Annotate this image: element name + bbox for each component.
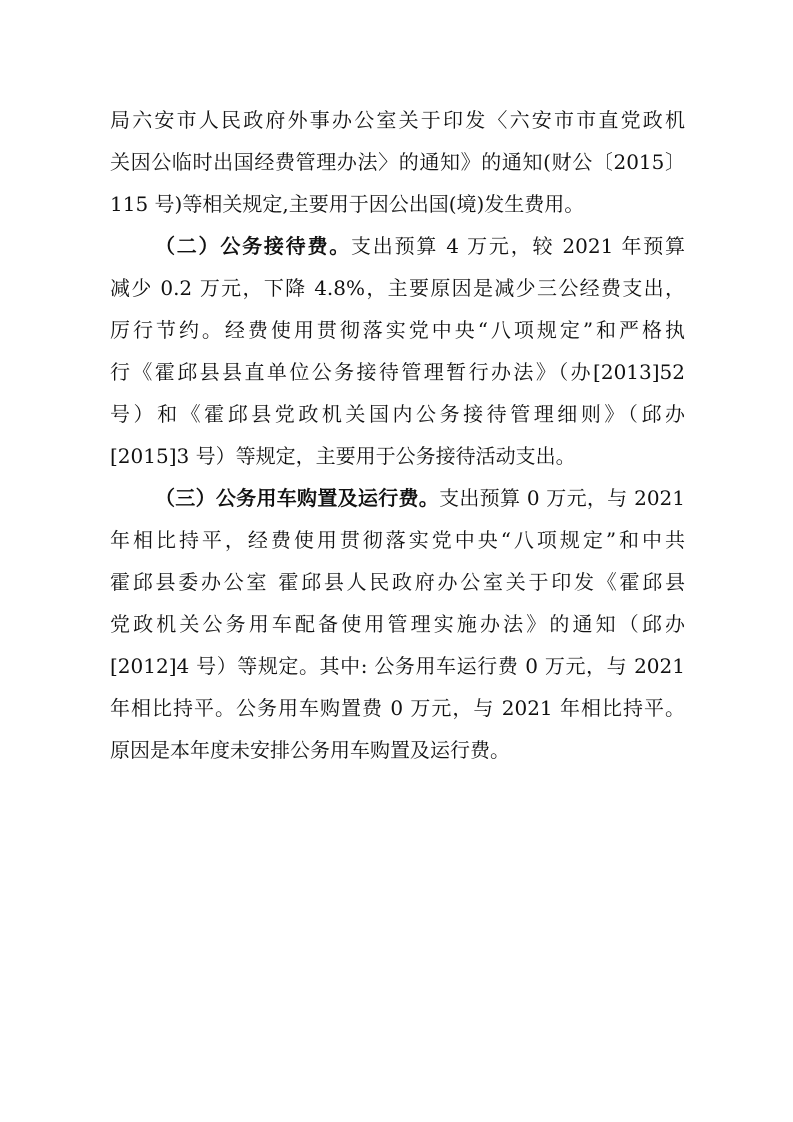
paragraph2-line-5: 号）和《霍邱县党政机关国内公务接待管理细则》（邱办 xyxy=(110,402,685,426)
paragraph2-line-4: 行《霍邱县县直单位公务接待管理暂行办法》（办[2013]52 xyxy=(110,360,685,384)
paragraph3-line-6: 年相比持平。公务用车购置费 0 万元，与 2021 年相比持平。 xyxy=(110,696,685,720)
paragraph2-heading: （二）公务接待费。 xyxy=(155,234,352,258)
paragraph2-first-line-text: 支出预算 4 万元，较 2021 年预算 xyxy=(351,234,685,258)
paragraph3-line-2: 年相比持平，经费使用贯彻落实党中央“八项规定”和中共 xyxy=(110,528,685,552)
paragraph2-first-line xyxy=(155,234,685,258)
paragraph1-line-3: 115 号)等相关规定,主要用于因公出国(境)发生费用。 xyxy=(110,192,585,216)
paragraph3-heading: （三）公务用车购置及运行费。 xyxy=(155,486,440,510)
paragraph3-line-5: [2012]4 号）等规定。其中: 公务用车运行费 0 万元，与 2021 xyxy=(110,654,685,678)
paragraph3-line-4: 党政机关公务用车配备使用管理实施办法》的通知（邱办 xyxy=(110,612,685,636)
paragraph2-line-2: 减少 0.2 万元，下降 4.8%，主要原因是减少三公经费支出， xyxy=(110,276,685,300)
paragraph2-line-6: [2015]3 号）等规定，主要用于公务接待活动支出。 xyxy=(110,444,576,468)
paragraph3-first-line-text: 支出预算 0 万元，与 2021 xyxy=(439,486,685,510)
paragraph1-line-1: 局六安市人民政府外事办公室关于印发〈六安市市直党政机 xyxy=(110,108,685,132)
paragraph2-line-3: 厉行节约。经费使用贯彻落实党中央“八项规定”和严格执 xyxy=(110,318,685,342)
paragraph1-line-2: 关因公临时出国经费管理办法〉的通知》的通知(财公〔2015〕 xyxy=(110,150,685,174)
paragraph3-line-7: 原因是本年度未安排公务用车购置及运行费。 xyxy=(110,738,510,762)
paragraph3-line-3: 霍邱县委办公室 霍邱县人民政府办公室关于印发《霍邱县 xyxy=(110,570,685,594)
paragraph3-first-line xyxy=(155,486,685,510)
